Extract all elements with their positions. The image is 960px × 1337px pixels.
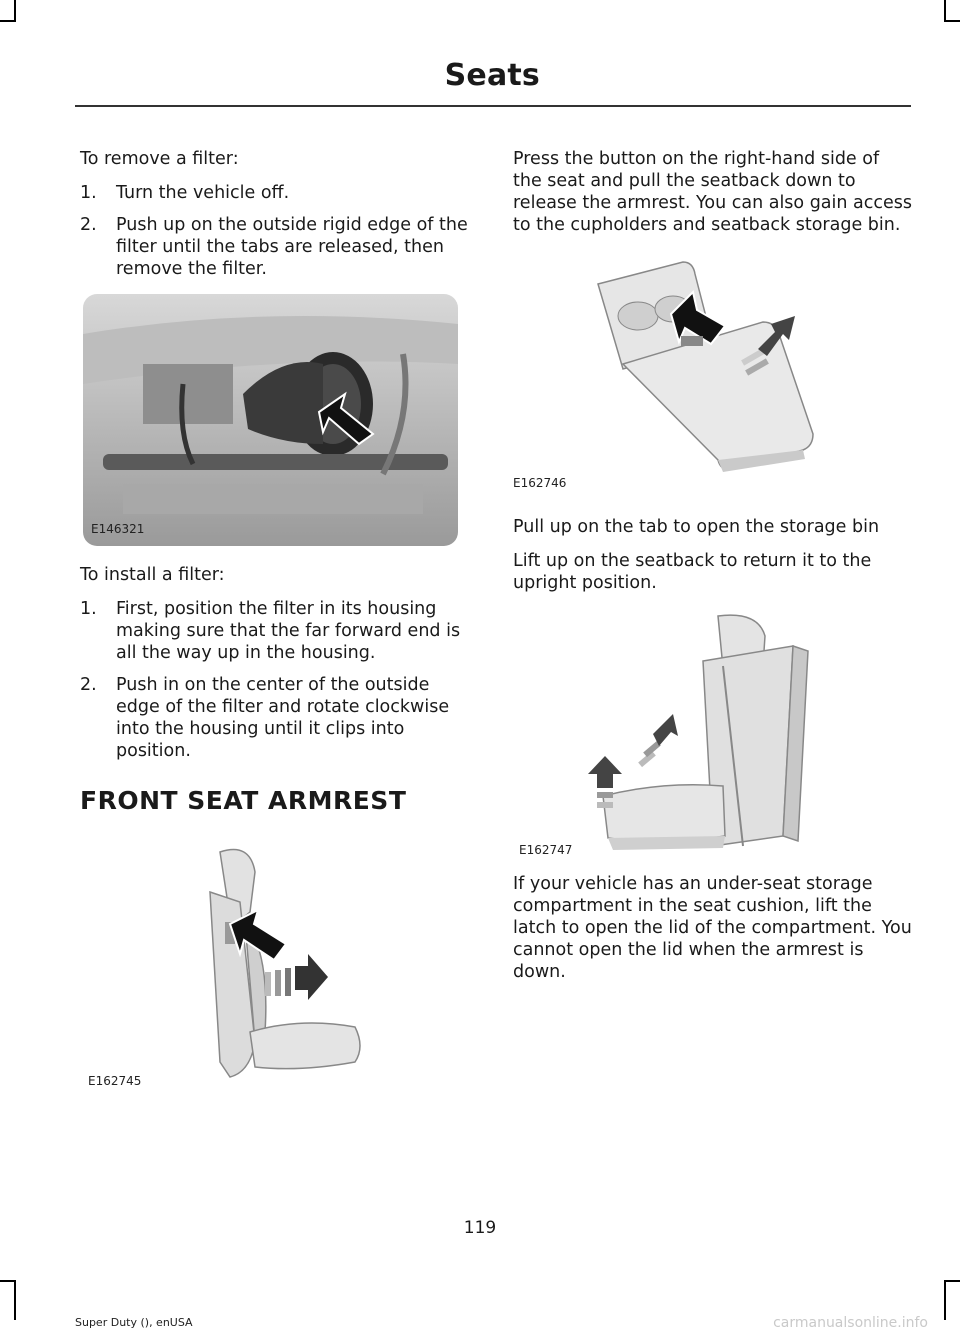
page-header-title: Seats	[444, 58, 540, 93]
crop-mark	[944, 1280, 960, 1282]
paragraph: Pull up on the tab to open the storage bin	[513, 517, 880, 537]
arrow-icon	[295, 954, 328, 1000]
crop-mark	[944, 20, 960, 22]
engine-filter-illustration	[83, 294, 458, 546]
crop-mark	[944, 1280, 946, 1320]
install-intro: To install a filter:	[80, 565, 225, 585]
right-column	[513, 148, 913, 995]
crop-mark	[0, 1280, 16, 1282]
page-number: 119	[463, 1218, 497, 1238]
paragraph: Press the button on the right-hand side of the seat and pull the seatback down to release the armrest. You can also gain access to the cupholders and seatback storage bin.	[513, 149, 913, 235]
list-item: 1. Turn the vehicle off.	[80, 183, 290, 203]
crop-mark	[944, 0, 946, 22]
list-item: 1. First, position the filter in its housing making sure that the far forward end is all the way up in the housing.	[80, 599, 461, 663]
armrest-console-figure	[513, 254, 843, 494]
seat-armrest-figure	[80, 832, 400, 1092]
left-column	[80, 148, 475, 1092]
arrow-icon	[588, 756, 622, 788]
footer-model-line: Super Duty (), enUSA	[75, 1316, 193, 1329]
remove-intro: To remove a filter:	[80, 149, 239, 169]
install-steps	[80, 598, 475, 762]
crop-mark	[14, 1280, 16, 1320]
paragraph: Lift up on the seatback to return it to the upright position.	[513, 551, 872, 593]
figure-code: E146321	[91, 522, 145, 536]
section-heading: FRONT SEAT ARMREST	[80, 786, 407, 815]
armrest-console-illustration	[513, 254, 843, 494]
figure-code: E162746	[513, 476, 567, 490]
arrow-icon	[653, 714, 678, 746]
header-rule	[75, 105, 911, 107]
filter-photo-figure	[83, 294, 458, 546]
remove-steps	[80, 182, 475, 280]
watermark: carmanualsonline.info	[773, 1315, 928, 1331]
list-item: 2. Push up on the outside rigid edge of the filter until the tabs are released, then remove the filter.	[80, 215, 468, 279]
figure-code: E162745	[88, 1074, 142, 1088]
seat-illustration	[80, 832, 400, 1092]
seat-upright-illustration	[513, 606, 843, 861]
list-item: 2. Push in on the center of the outside edge of the filter and rotate clockwise into the housing until it clips into position.	[80, 675, 450, 761]
figure-code: E162747	[519, 843, 573, 857]
seatback-return-figure	[513, 606, 843, 861]
crop-mark	[14, 0, 16, 22]
paragraph: If your vehicle has an under-seat storage compartment in the seat cushion, lift the latch to open the lid of the compartment. You cannot open the lid when the armrest is down.	[513, 874, 912, 982]
crop-mark	[0, 20, 16, 22]
